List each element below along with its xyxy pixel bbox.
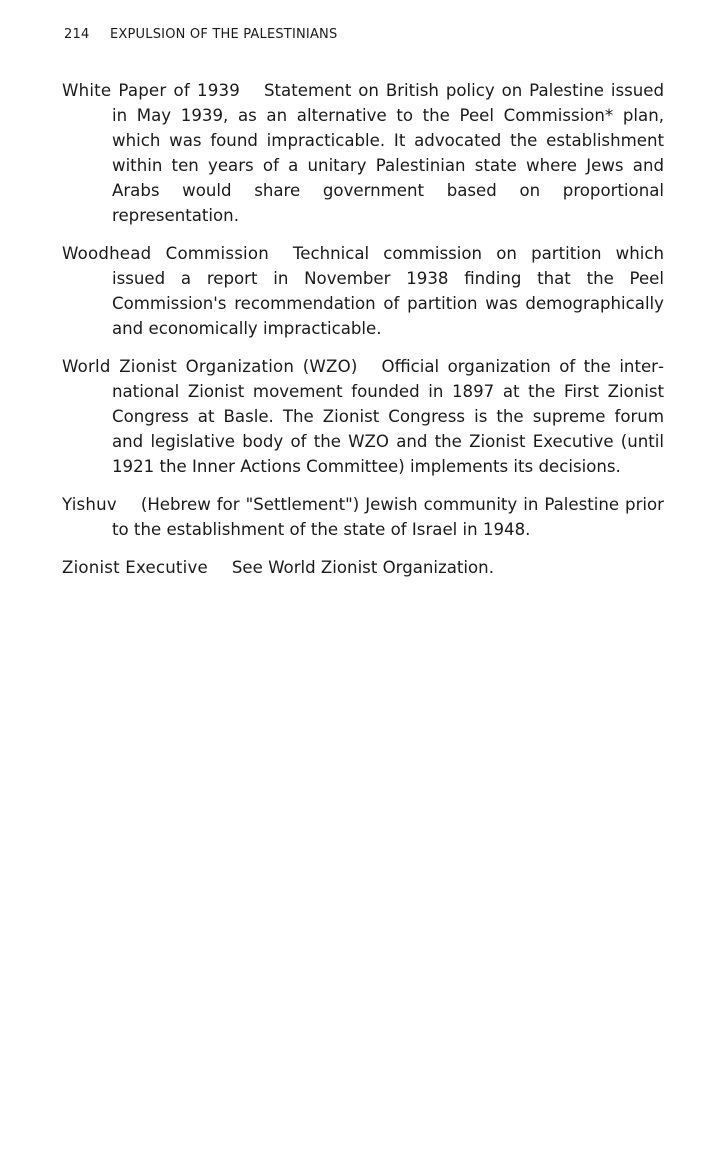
glossary-term: Woodhead Commission [62, 244, 269, 263]
glossary-entries [62, 78, 664, 593]
running-head-title: EXPULSION OF THE PALESTINIANS [110, 27, 338, 42]
glossary-definition: Statement on British policy on Palestine issued in May 1939, as an alternative to the Peel Commission* plan, which was found impracticable. It advocated the establishment within ten years of a unitary Palestinian state where Jews and Arabs would share government based on proportional representation. [112, 81, 664, 225]
glossary-entry [62, 78, 664, 228]
page-number: 214 [64, 27, 90, 42]
glossary-entry [62, 354, 664, 479]
glossary-term: White Paper of 1939 [62, 81, 241, 100]
glossary-entry [62, 555, 664, 580]
glossary-term: Zionist Executive [62, 558, 208, 577]
glossary-definition: (Hebrew for "Settlement") Jewish community in Palestine prior to the establishment of the state of Israel in 1948. [112, 495, 664, 539]
glossary-entry [62, 241, 664, 341]
running-head [64, 27, 337, 42]
glossary-definition: Technical commission on partition which issued a report in November 1938 finding that the Peel Commission's recommendation of partition was demographically and economically impracticable. [112, 244, 664, 338]
glossary-definition: See World Zionist Organization. [231, 558, 494, 577]
glossary-definition: Official organization of the international Zionist movement founded in 1897 at the First Zionist Congress at Basle. The Zionist Congress is the supreme forum and legislative body of the WZO and the Zionist Executive (until 1921 the Inner Actions Committee) implements its decisions. [112, 357, 664, 476]
glossary-term: Yishuv [62, 495, 117, 514]
glossary-entry [62, 492, 664, 542]
glossary-term: World Zionist Organization (WZO) [62, 357, 358, 376]
